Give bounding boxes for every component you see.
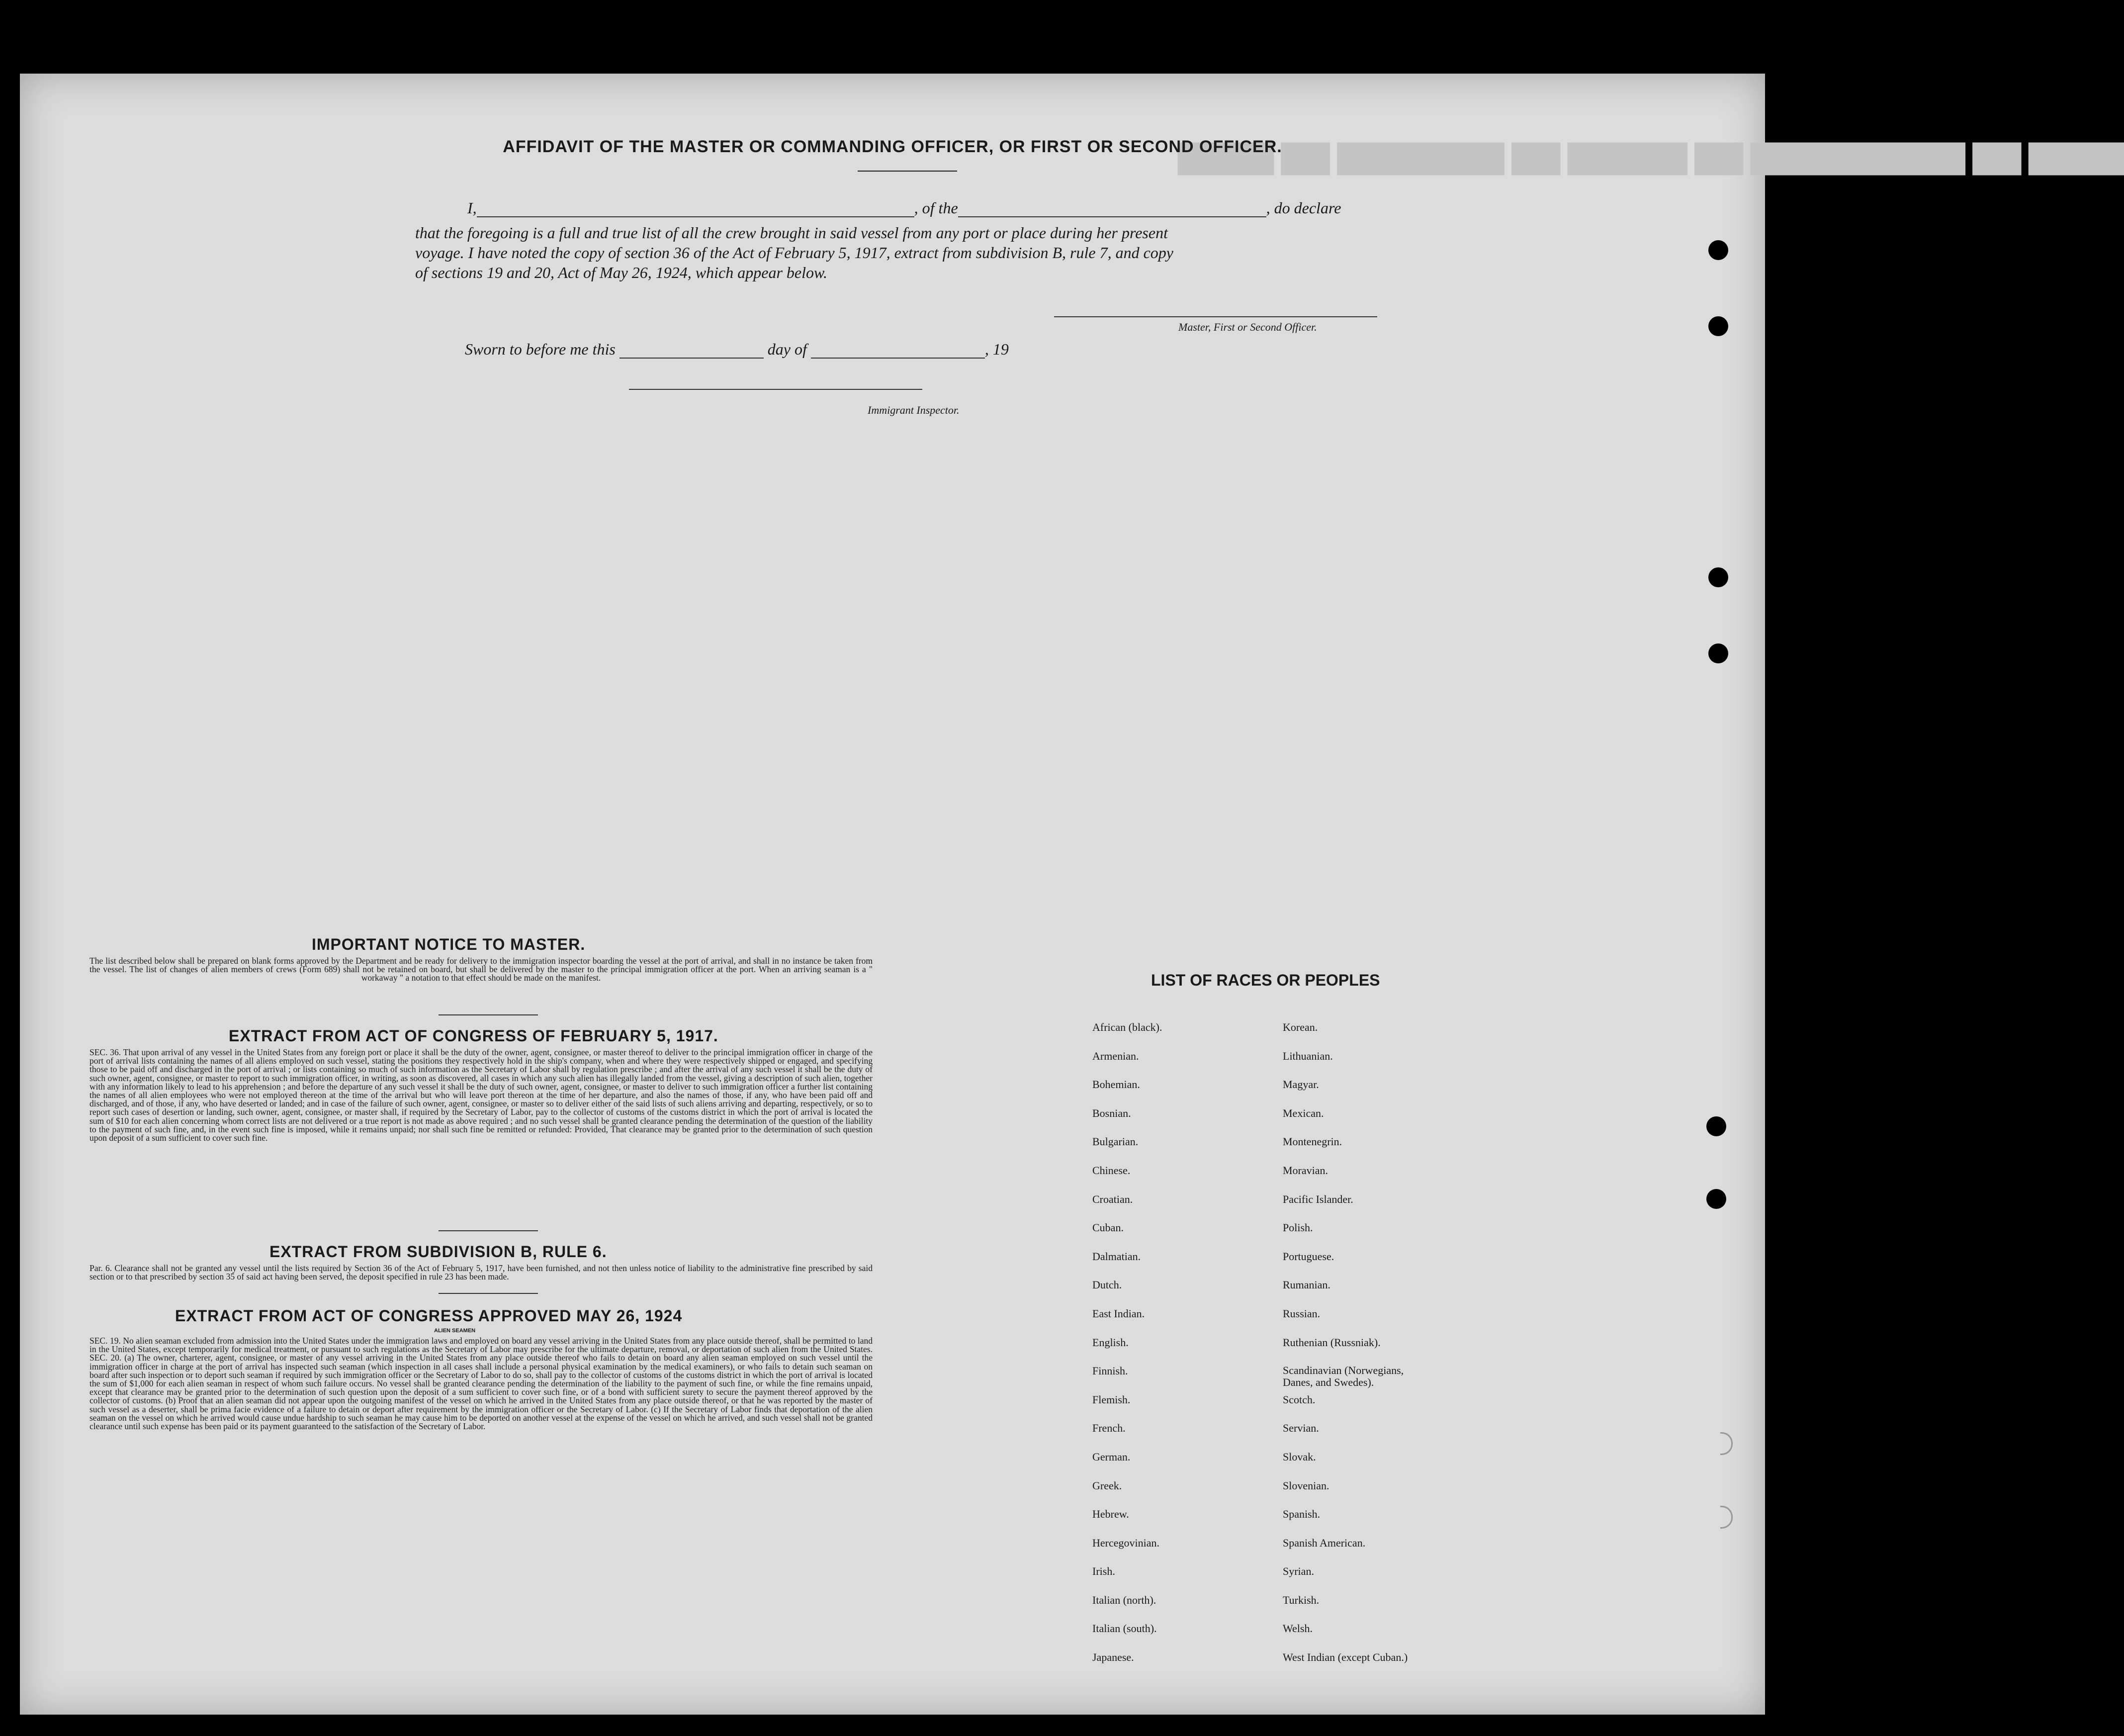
race-item: Bosnian. bbox=[1092, 1106, 1131, 1119]
extract-1917-title: EXTRACT FROM ACT OF CONGRESS OF FEBRUARY 5, 1917. bbox=[229, 1027, 718, 1045]
race-item: Flemish. bbox=[1092, 1393, 1131, 1406]
race-item: Dutch. bbox=[1092, 1279, 1122, 1291]
extract-rule6-text: Par. 6. Clearance shall not be granted any vessel until the lists required by Section 36 of the Act of February 5, 1917, have been furnished, and not then unless notice of liability to the administrative fine prescribed by said section or to that prescribed by section 35 of said act having been served, the deposit specified in rule 23 has been made. bbox=[89, 1263, 873, 1282]
sworn-line: Sworn to before me this day of , 19 bbox=[465, 340, 1009, 358]
race-item: Servian. bbox=[1283, 1422, 1319, 1435]
races-title: LIST OF RACES OR PEOPLES bbox=[1151, 971, 1380, 989]
punch-hole-ring bbox=[1720, 1506, 1733, 1529]
race-item: Bohemian. bbox=[1092, 1078, 1140, 1091]
affidavit-body-3: of sections 19 and 20, Act of May 26, 1924, which appear below. bbox=[415, 264, 827, 281]
race-item: Scandinavian (Norwegians, Danes, and Swedes). bbox=[1283, 1364, 1404, 1389]
affidavit-declaration-line: I, , of the , do declare bbox=[467, 199, 1341, 217]
race-item: Bulgarian. bbox=[1092, 1135, 1139, 1148]
punch-hole-ring bbox=[1720, 1432, 1733, 1455]
punch-hole bbox=[1708, 316, 1728, 336]
race-item: Ruthenian (Russniak). bbox=[1283, 1336, 1381, 1349]
master-signature-label: Master, First or Second Officer. bbox=[1178, 321, 1317, 333]
notice-divider bbox=[439, 1014, 538, 1015]
affidavit-body-1: that the foregoing is a full and true list of all the crew brought in said vessel from any port or place during her present bbox=[415, 224, 1168, 242]
race-item: Welsh. bbox=[1283, 1622, 1313, 1635]
notice-text: The list described below shall be prepared on blank forms approved by the Department and be ready for delivery to the immigration inspector boarding the vessel at the port of arrival, and shall in no instance be taken from the vessel. The list of changes of alien members of crews (Form 689) shall not be retained on board, but shall be delivered by the master to the principal immigration officer at the port. When an arriving seaman is a " workaway " a notation to that effect should be made on the manifest. bbox=[89, 956, 873, 983]
race-item: Greek. bbox=[1092, 1479, 1122, 1492]
race-item: Slovak. bbox=[1283, 1450, 1316, 1463]
race-item: Hercegovinian. bbox=[1092, 1536, 1159, 1549]
race-item: Moravian. bbox=[1283, 1164, 1328, 1177]
race-item: German. bbox=[1092, 1450, 1131, 1463]
extract-rule6-divider bbox=[439, 1293, 538, 1294]
race-item: English. bbox=[1092, 1336, 1129, 1349]
notice-title: IMPORTANT NOTICE TO MASTER. bbox=[312, 935, 586, 953]
affidavit-divider bbox=[858, 171, 957, 172]
affidavit-body-2: voyage. I have noted the copy of section 36 of the Act of February 5, 1917, extract from subdivision B, rule 7, and copy bbox=[415, 244, 1173, 262]
race-item: Scotch. bbox=[1283, 1393, 1316, 1406]
race-item: French. bbox=[1092, 1422, 1126, 1435]
race-item: Japanese. bbox=[1092, 1651, 1134, 1664]
extract-1924-text: SEC. 19. No alien seaman excluded from admission into the United States under the immigration laws and employed on board any vessel arriving in the United States from any place outside thereof, shall be permitted to land in the United States, except temporarily for medical treatment, or pursuant to such regulations as the Secretary of Labor may prescribe for the ultimate departure, removal, or deportation of such alien from the United States. SEC. 20. (a) The owner, charterer, agent, consignee, or master of any vessel arriving in the United States from any place outside thereof who fails to detain on board any alien seaman employed on such vessel until the immigration officer in charge at the port of arrival has inspected such seaman (which inspection in all cases shall include a personal physical examination by the medical examiners), or who fails to detain such seaman on board after such inspection or to deport such seaman if required by such immigration officer or the Secretary of Labor to do so, shall pay to the collector of customs of the customs district in which the port of arrival is located the sum of $1,000 for each alien seaman in respect of whom such failure occurs. No vessel shall be granted clearance pending the determination of the liability to the payment of such fine, or while the fine remains unpaid, except that clearance may be granted prior to the determination of such question upon the deposit of a sum sufficient to cover such fine, or of a bond with sufficient surety to secure the payment thereof approved by the collector of customs. (b) Proof that an alien seaman did not appear upon the outgoing manifest of the vessel on which he arrived in the United States from any place outside thereof, or that he was reported by the master of such vessel as a deserter, shall be prima facie evidence of a failure to detain or deport after requirement by the immigration officer or the Secretary of Labor. (c) If the Secretary of Labor finds that deportation of the alien seaman on the vessel on which he arrived would cause undue hardship to such seaman he may cause him to be deported on another vessel at the expense of the vessel on which he arrived, and such vessel shall not be granted clearance until such expense has been paid or its payment guaranteed to the satisfaction of the Secretary of Labor. bbox=[89, 1336, 873, 1432]
race-item: Pacific Islander. bbox=[1283, 1192, 1353, 1205]
extract-1924-subtitle: ALIEN SEAMEN bbox=[434, 1328, 476, 1334]
race-item: Magyar. bbox=[1283, 1078, 1319, 1091]
race-item: Rumanian. bbox=[1283, 1279, 1330, 1291]
inspector-signature-line bbox=[629, 389, 922, 390]
race-item: Hebrew. bbox=[1092, 1508, 1129, 1521]
race-item: African (black). bbox=[1092, 1021, 1162, 1033]
race-item: West Indian (except Cuban.) bbox=[1283, 1651, 1408, 1664]
race-item: Croatian. bbox=[1092, 1192, 1133, 1205]
race-item: Finnish. bbox=[1092, 1365, 1128, 1377]
race-item: Polish. bbox=[1283, 1221, 1313, 1234]
punch-hole bbox=[1708, 240, 1728, 260]
race-item: Slovenian. bbox=[1283, 1479, 1329, 1492]
punch-hole bbox=[1706, 1116, 1726, 1136]
punch-hole bbox=[1706, 1189, 1726, 1209]
document-sheet bbox=[20, 74, 2124, 1715]
race-item: Russian. bbox=[1283, 1307, 1321, 1320]
race-item: Dalmatian. bbox=[1092, 1250, 1141, 1263]
extract-1917-text: SEC. 36. That upon arrival of any vessel in the United States from any foreign port or place it shall be the duty of the owner, agent, consignee, or master thereof to deliver to the principal immigration officer in charge of the port of arrival lists containing the names of all aliens employed on such vessel, stating the positions they respectively hold in the ship's company, when and where they were respectively shipped or engaged, and specifying those to be paid off and discharged in the port of arrival ; or lists containing so much of such information as the Secretary of Labor shall by regulation prescribe ; and after the arrival of any such vessel it shall be the duty of such owner, agent, consignee, or master to report to such immigration officer, in writing, as soon as discovered, all cases in which any such alien has illegally landed from the vessel, giving a description of such alien, together with any information likely to lead to his apprehension ; and before the departure of any such vessel it shall be the duty of such owner, agent, consignee, or master to deliver to such immigration officer a further list containing the names of all alien employees who were not employed thereon at the time of the arrival but who will leave port thereon at the time of her departure, and also the names of those, if any, who have been paid off and discharged, and of those, if any, who have deserted or landed; and in case of the failure of such owner, agent, consignee, or master so to deliver either of the said lists of such aliens arriving and departing, respectively, or so to report such cases of desertion or landing, such owner, agent, consignee, or master shall, if required by the Secretary of Labor, pay to the collector of customs of the customs district in which the port of arrival is located the sum of $10 for each alien concerning whom correct lists are not delivered or a true report is not made as above required ; and no such vessel shall be granted clearance pending the determination of the question of the liability to the payment of such fine, and, in the event such fine is imposed, while it remains unpaid; nor shall such fine be remitted or refunded: Provided, That clearance may be granted prior to the determination of such question upon deposit of a sum sufficient to cover such fine. bbox=[89, 1047, 873, 1143]
extract-1917-divider bbox=[439, 1230, 538, 1231]
race-item: Spanish American. bbox=[1283, 1536, 1366, 1549]
master-signature-line bbox=[1054, 316, 1377, 317]
race-item: Irish. bbox=[1092, 1565, 1115, 1578]
race-item: Armenian. bbox=[1092, 1049, 1139, 1062]
bleed-through-title: ▇▇▇▇ ▇▇ ▇▇▇▇▇▇▇▇▇ ▇▇ ▇▇▇▇▇ ▇▇ ▇▇▇▇▇▇▇ ▇▇ ▇▇▇▇ bbox=[1178, 140, 2124, 174]
race-item: Lithuanian. bbox=[1283, 1049, 1333, 1062]
race-item: East Indian. bbox=[1092, 1307, 1145, 1320]
extract-rule6-title: EXTRACT FROM SUBDIVISION B, RULE 6. bbox=[269, 1243, 607, 1261]
affidavit-title: AFFIDAVIT OF THE MASTER OR COMMANDING OFFICER, OR FIRST OR SECOND OFFICER. bbox=[503, 137, 1282, 156]
race-item: Italian (south). bbox=[1092, 1622, 1157, 1635]
race-item: Italian (north). bbox=[1092, 1593, 1156, 1606]
punch-hole bbox=[1708, 567, 1728, 587]
race-item: Cuban. bbox=[1092, 1221, 1124, 1234]
race-item: Korean. bbox=[1283, 1021, 1318, 1033]
races-right-column bbox=[1283, 1021, 1432, 1680]
punch-hole bbox=[1708, 643, 1728, 663]
extract-1924-title: EXTRACT FROM ACT OF CONGRESS APPROVED MAY 26, 1924 bbox=[175, 1307, 683, 1325]
race-item: Syrian. bbox=[1283, 1565, 1314, 1578]
inspector-signature-label: Immigrant Inspector. bbox=[868, 404, 960, 416]
race-item: Mexican. bbox=[1283, 1106, 1324, 1119]
race-item: Spanish. bbox=[1283, 1508, 1321, 1521]
race-item: Chinese. bbox=[1092, 1164, 1131, 1177]
race-item: Montenegrin. bbox=[1283, 1135, 1342, 1148]
races-left-column bbox=[1092, 1021, 1162, 1680]
race-item: Turkish. bbox=[1283, 1593, 1320, 1606]
race-item: Portuguese. bbox=[1283, 1250, 1334, 1263]
